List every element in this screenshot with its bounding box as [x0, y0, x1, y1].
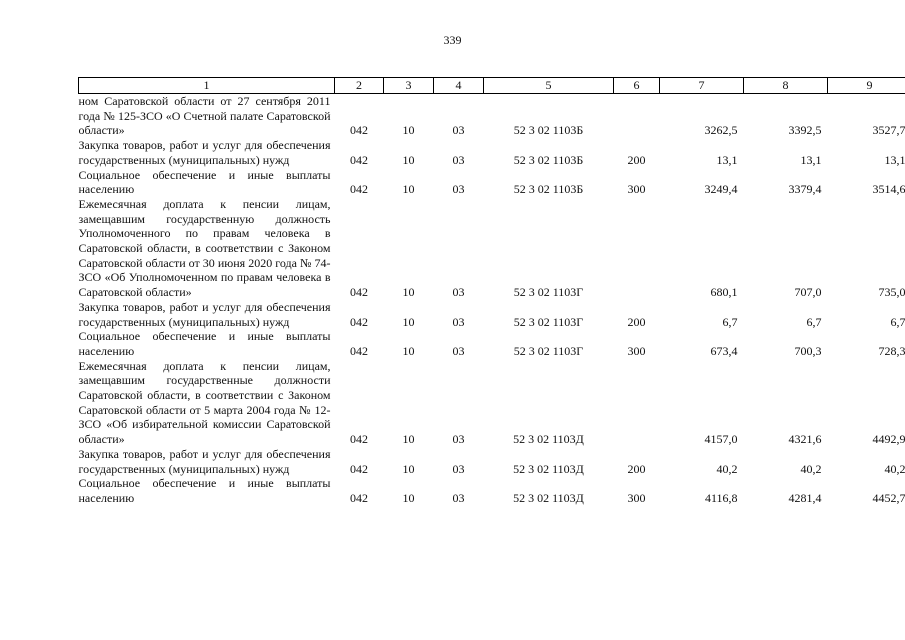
row-description: Социальное обеспечение и иные выплаты населению [78, 167, 331, 197]
amount-col7: 3262,5 [704, 123, 738, 138]
amount-col7: 13,1 [716, 152, 738, 167]
admin-code: 042 [350, 461, 368, 476]
column-number-header-row [79, 78, 905, 94]
admin-code: 042 [350, 152, 368, 167]
admin-code: 042 [350, 123, 368, 138]
expense-type-code: 200 [627, 461, 646, 476]
target-article-code: 52 3 02 1103Д [513, 490, 584, 505]
expense-type-code: 200 [627, 314, 646, 329]
column-header: 4 [434, 78, 484, 94]
table-row [79, 359, 905, 447]
amount-col7: 673,4 [710, 343, 738, 358]
target-article-code: 52 3 02 1103Г [513, 314, 584, 329]
admin-code: 042 [350, 343, 368, 358]
amount-col9: 3514,6 [872, 182, 905, 197]
target-article-code: 52 3 02 1103Г [513, 343, 584, 358]
target-article-code: 52 3 02 1103Д [513, 461, 584, 476]
admin-code: 042 [350, 182, 368, 197]
column-header: 6 [614, 78, 660, 94]
section-code: 10 [402, 490, 415, 505]
admin-code: 042 [350, 285, 368, 300]
row-description: Закупка товаров, работ и услуг для обеспечения государственных (муниципальных) нужд [78, 446, 331, 476]
amount-col9: 13,1 [884, 152, 905, 167]
amount-col7: 6,7 [722, 314, 738, 329]
target-article-code: 52 3 02 1103Б [513, 182, 584, 197]
expense-type-code: 300 [627, 343, 646, 358]
section-code: 10 [402, 432, 415, 447]
page-number: 339 [443, 33, 462, 47]
section-code: 10 [402, 314, 415, 329]
budget-table [78, 77, 905, 506]
amount-col8: 13,1 [800, 152, 822, 167]
table-row [79, 476, 905, 505]
table-row [79, 168, 905, 197]
amount-col9: 40,2 [884, 461, 905, 476]
target-article-code: 52 3 02 1103Г [513, 285, 584, 300]
expense-type-code [614, 197, 660, 300]
section-code: 10 [402, 343, 415, 358]
subsection-code: 03 [452, 343, 465, 358]
column-header: 3 [384, 78, 434, 94]
expense-type-code: 300 [627, 490, 646, 505]
target-article-code: 52 3 02 1103Б [513, 152, 584, 167]
subsection-code: 03 [452, 432, 465, 447]
subsection-code: 03 [452, 152, 465, 167]
column-header: 9 [828, 78, 905, 94]
section-code: 10 [402, 461, 415, 476]
amount-col7: 4116,8 [704, 490, 738, 505]
amount-col9: 6,7 [890, 314, 905, 329]
amount-col9: 4452,7 [872, 490, 905, 505]
table-row [79, 197, 905, 300]
section-code: 10 [402, 123, 415, 138]
amount-col8: 4321,6 [788, 432, 822, 447]
row-description: ном Саратовской области от 27 сентября 2011 года № 125-ЗСО «О Счетной палате Саратовской области» [78, 94, 331, 138]
section-code: 10 [402, 182, 415, 197]
subsection-code: 03 [452, 285, 465, 300]
column-header: 8 [744, 78, 828, 94]
admin-code: 042 [350, 314, 368, 329]
target-article-code: 52 3 02 1103Б [513, 123, 584, 138]
subsection-code: 03 [452, 461, 465, 476]
amount-col7: 40,2 [716, 461, 738, 476]
amount-col9: 3527,7 [872, 123, 905, 138]
column-header: 5 [484, 78, 614, 94]
section-code: 10 [402, 285, 415, 300]
table-row [79, 329, 905, 358]
column-header: 7 [660, 78, 744, 94]
column-header: 1 [79, 78, 335, 94]
row-description: Ежемесячная доплата к пенсии лицам, замещавшим государственную должность Уполномоченного по правам человека в Саратовской области, в соответствии с Законом Саратовской области от 30 июня 2020 года № 74-ЗСО «Об Уполномоченном по правам человека в Саратовской области» [78, 196, 331, 300]
amount-col9: 4492,9 [872, 432, 905, 447]
subsection-code: 03 [452, 314, 465, 329]
table-row [79, 94, 905, 139]
admin-code: 042 [350, 490, 368, 505]
row-description: Ежемесячная доплата к пенсии лицам, замещавшим государственные должности Саратовской области, в соответствии с Законом Саратовской области от 5 марта 2004 года № 12-ЗСО «Об избирательной комиссии Саратовской области» [78, 358, 331, 447]
amount-col7: 4157,0 [704, 432, 738, 447]
table-row [79, 138, 905, 167]
amount-col8: 3379,4 [788, 182, 822, 197]
row-description: Закупка товаров, работ и услуг для обеспечения государственных (муниципальных) нужд [78, 299, 331, 329]
admin-code: 042 [350, 432, 368, 447]
amount-col9: 735,0 [878, 285, 905, 300]
amount-col8: 707,0 [794, 285, 822, 300]
subsection-code: 03 [452, 182, 465, 197]
expense-type-code: 200 [627, 152, 646, 167]
amount-col8: 3392,5 [788, 123, 822, 138]
amount-col7: 680,1 [710, 285, 738, 300]
expense-type-code [614, 94, 660, 139]
amount-col7: 3249,4 [704, 182, 738, 197]
expense-type-code: 300 [627, 182, 646, 197]
amount-col8: 700,3 [794, 343, 822, 358]
amount-col8: 6,7 [806, 314, 822, 329]
table-row [79, 447, 905, 476]
amount-col8: 40,2 [800, 461, 822, 476]
table-row [79, 300, 905, 329]
amount-col8: 4281,4 [788, 490, 822, 505]
subsection-code: 03 [452, 490, 465, 505]
row-description: Социальное обеспечение и иные выплаты населению [78, 476, 331, 505]
amount-col9: 728,3 [878, 343, 905, 358]
section-code: 10 [402, 152, 415, 167]
subsection-code: 03 [452, 123, 465, 138]
expense-type-code [614, 359, 660, 447]
row-description: Социальное обеспечение и иные выплаты населению [78, 329, 331, 358]
column-header: 2 [335, 78, 384, 94]
row-description: Закупка товаров, работ и услуг для обеспечения государственных (муниципальных) нужд [78, 138, 331, 167]
target-article-code: 52 3 02 1103Д [513, 432, 584, 447]
